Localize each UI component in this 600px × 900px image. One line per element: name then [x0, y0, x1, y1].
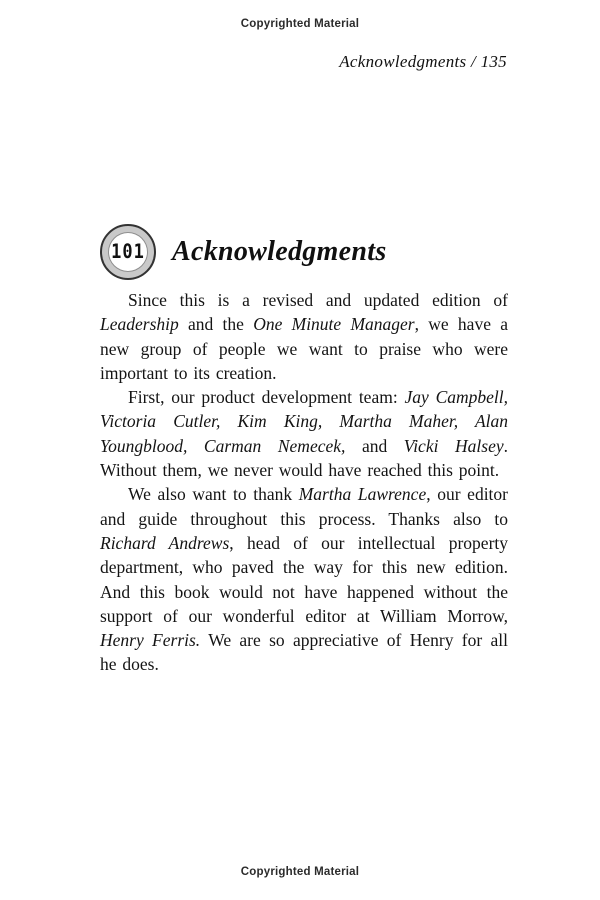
paragraph [100, 385, 508, 482]
digital-timer-text: 101 [111, 240, 145, 264]
text-segment: We also want to thank [128, 484, 299, 505]
text-segment: and [345, 435, 404, 456]
digital-timer-icon [100, 224, 156, 280]
text-segment: Richard Andrews [100, 532, 230, 553]
text-segment: Since this is a revised and updated edition of [128, 290, 508, 310]
text-segment: , our editor and guide throughout this process. Thanks also to [100, 484, 508, 529]
text-segment: We are so appreciative of Henry for all he does. [100, 630, 508, 675]
text-segment: One Minute Manager [253, 314, 415, 335]
text-segment: and the [178, 314, 254, 335]
page-content [100, 224, 508, 677]
paragraph [100, 482, 508, 676]
running-head: Acknowledgments / 135 [339, 52, 507, 71]
copyright-notice-top: Copyrighted Material [240, 18, 360, 30]
text-segment: Martha Lawrence [298, 484, 427, 505]
text-segment: Vicki Halsey [403, 435, 504, 456]
chapter-title-row [100, 224, 508, 280]
text-segment: Jay Campbell, Victoria Cutler, Kim King, Martha Maher, Alan Youngblood, Carman Nemecek, [100, 387, 509, 456]
body-paragraphs [100, 288, 508, 677]
text-segment: , we have a new group of people we want to praise who were important to its creation. [100, 314, 508, 383]
text-segment: . Without them, we never would have reached this point. [100, 435, 508, 481]
copyright-notice-bottom: Copyrighted Material [240, 866, 360, 878]
page-title: Acknowledgments [172, 236, 387, 267]
text-segment: First, our product development team: [128, 387, 405, 408]
paragraph [100, 288, 508, 385]
text-segment: Henry Ferris. [100, 630, 201, 651]
text-segment: Leadership [100, 314, 179, 335]
text-segment: , head of our intellectual property department, who paved the way for this new edition. And this book would not have happened without the support of our wonderful editor at William Morrow, [100, 532, 509, 626]
